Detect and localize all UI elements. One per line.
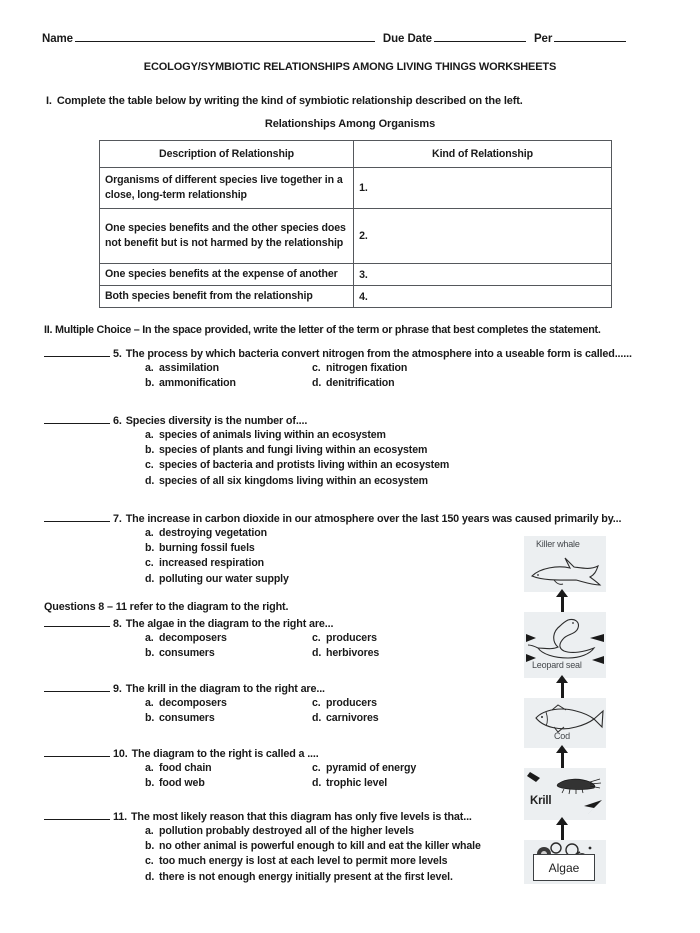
option-d[interactable] xyxy=(312,646,379,661)
question-6-number: 6. xyxy=(113,415,122,427)
option-text: no other animal is powerful enough to kill and eat the killer whale xyxy=(159,840,481,853)
option-letter: a. xyxy=(145,762,154,774)
question-11-line xyxy=(44,809,481,823)
question-6-text: Species diversity is the number of.... xyxy=(125,415,308,427)
option-letter: d. xyxy=(312,777,322,790)
cod-label: Cod xyxy=(554,731,570,741)
option-letter: d. xyxy=(312,712,322,725)
option-c[interactable] xyxy=(312,361,407,376)
option-letter: c. xyxy=(312,697,321,709)
option-d[interactable] xyxy=(312,376,395,391)
option-text: producers xyxy=(326,632,377,644)
question-6-options xyxy=(145,428,449,489)
diagram-level-cod xyxy=(524,698,606,748)
question-9-number: 9. xyxy=(113,683,122,695)
option-letter: d. xyxy=(312,647,322,660)
option-c[interactable] xyxy=(312,631,377,646)
option-letter: a. xyxy=(145,527,154,539)
option-letter: d. xyxy=(145,870,155,883)
option-text: increased respiration xyxy=(159,557,265,570)
option-text: assimilation xyxy=(159,362,220,374)
option-letter: c. xyxy=(145,855,154,868)
table-caption: Relationships Among Organisms xyxy=(264,118,436,130)
option-letter: c. xyxy=(145,459,154,472)
arrow-algae-to-krill-head xyxy=(556,817,568,825)
option-text: polluting our water supply xyxy=(159,572,289,585)
question-8-line xyxy=(44,616,379,630)
period-label: Per xyxy=(533,33,553,45)
diagram-level-leopard-seal xyxy=(524,612,606,678)
option-row xyxy=(145,376,632,391)
diagram-level-krill xyxy=(524,768,606,820)
option-c[interactable] xyxy=(312,696,377,711)
option-row xyxy=(145,696,379,711)
section-one-instruction xyxy=(46,95,523,107)
section-two-instruction-text: Multiple Choice – In the space provided, write the letter of the term or phrase that best completes the statement. xyxy=(55,324,601,336)
due-date-blank[interactable] xyxy=(434,30,526,42)
option-letter: c. xyxy=(312,632,321,644)
page-title: ECOLOGY/SYMBIOTIC RELATIONSHIPS AMONG LIVING THINGS WORKSHEETS xyxy=(143,61,557,73)
option-text: species of all six kingdoms living within an ecosystem xyxy=(159,474,428,487)
due-date-label: Due Date xyxy=(382,33,432,45)
option-row xyxy=(145,646,379,661)
option-a[interactable] xyxy=(145,361,312,376)
section-one-numeral: I. xyxy=(46,95,52,107)
option-text: burning fossil fuels xyxy=(159,542,255,555)
option-row xyxy=(145,631,379,646)
option-a[interactable] xyxy=(145,696,312,711)
option-letter: b. xyxy=(145,840,155,853)
question-6-line xyxy=(44,413,449,427)
option-text: producers xyxy=(326,697,377,709)
option-b[interactable] xyxy=(145,839,481,854)
option-a[interactable] xyxy=(145,761,312,776)
option-text: species of plants and fungi living within an ecosystem xyxy=(159,444,428,457)
question-6-answer-blank[interactable] xyxy=(44,413,110,424)
question-5-line xyxy=(44,346,632,360)
relationship-description: Organisms of different species live together in a close, long-term relationship xyxy=(100,168,354,209)
option-letter: a. xyxy=(145,362,154,374)
question-10-text: The diagram to the right is called a .... xyxy=(131,748,319,760)
question-11 xyxy=(44,809,481,885)
section-two-numeral: II. xyxy=(44,324,53,336)
option-text: nitrogen fixation xyxy=(326,362,408,374)
option-text: pollution probably destroyed all of the higher levels xyxy=(159,825,414,837)
option-text: there is not enough energy initially present at the first level. xyxy=(159,870,453,883)
option-letter: c. xyxy=(145,557,154,570)
option-row xyxy=(145,711,379,726)
option-c[interactable] xyxy=(312,761,416,776)
option-d[interactable] xyxy=(145,474,449,489)
option-text: decomposers xyxy=(159,697,227,709)
option-letter: a. xyxy=(145,825,154,837)
option-d[interactable] xyxy=(312,711,379,726)
question-7-number: 7. xyxy=(113,513,122,525)
section-one-instruction-text: Complete the table below by writing the kind of symbiotic relationship described on the left. xyxy=(56,95,523,107)
killer-whale-icon xyxy=(524,555,606,589)
option-d[interactable] xyxy=(145,870,481,885)
option-letter: a. xyxy=(145,632,154,644)
krill-icon xyxy=(524,768,606,820)
question-10 xyxy=(44,746,416,791)
relationship-description: One species benefits at the expense of another xyxy=(100,264,354,286)
option-text: ammonification xyxy=(159,377,236,390)
cod-icon xyxy=(524,701,606,735)
option-letter: b. xyxy=(145,444,155,457)
option-text: herbivores xyxy=(326,647,380,660)
question-8-number: 8. xyxy=(113,618,122,630)
question-9-line xyxy=(44,681,379,695)
option-a[interactable] xyxy=(145,631,312,646)
question-5-options xyxy=(145,361,632,391)
table-header-row xyxy=(100,141,612,168)
question-10-line xyxy=(44,746,416,760)
option-b[interactable] xyxy=(145,711,312,726)
option-text: destroying vegetation xyxy=(159,527,267,539)
krill-label: Krill xyxy=(530,795,552,807)
option-letter: a. xyxy=(145,697,154,709)
question-8 xyxy=(44,616,379,661)
arrow-cod-to-seal-head xyxy=(556,675,568,683)
option-text: species of animals living within an ecosystem xyxy=(159,429,386,441)
question-9 xyxy=(44,681,379,726)
option-c[interactable] xyxy=(145,458,449,473)
question-8-answer-blank[interactable] xyxy=(44,616,110,627)
option-text: consumers xyxy=(159,647,215,660)
question-11-number: 11. xyxy=(113,811,127,823)
question-9-options xyxy=(145,696,379,726)
option-a[interactable] xyxy=(145,428,449,443)
option-letter: b. xyxy=(145,377,155,390)
period-blank[interactable] xyxy=(554,30,626,42)
table-row xyxy=(100,168,612,209)
option-text: consumers xyxy=(159,712,215,725)
option-c[interactable] xyxy=(145,854,481,869)
question-5-number: 5. xyxy=(113,348,122,360)
question-7-line xyxy=(44,511,621,525)
table-row xyxy=(100,264,612,286)
relationship-description: Both species benefit from the relationship xyxy=(100,286,354,308)
option-b[interactable] xyxy=(145,443,449,458)
relationship-answer-blank[interactable]: 4. xyxy=(354,286,612,308)
option-letter: d. xyxy=(145,572,155,585)
option-row xyxy=(145,776,416,791)
option-letter: a. xyxy=(145,429,154,441)
student-info-header xyxy=(42,30,658,45)
table-row xyxy=(100,286,612,308)
column-header-kind: Kind of Relationship xyxy=(354,141,612,168)
question-9-answer-blank[interactable] xyxy=(44,681,110,692)
option-b[interactable] xyxy=(145,376,312,391)
relationships-table xyxy=(99,140,612,308)
question-5-answer-blank[interactable] xyxy=(44,346,110,357)
algae-label: Algae xyxy=(548,860,580,875)
option-letter: d. xyxy=(145,474,155,487)
question-10-options xyxy=(145,761,416,791)
option-letter: c. xyxy=(312,762,321,774)
relationship-answer-blank[interactable]: 3. xyxy=(354,264,612,286)
option-b[interactable] xyxy=(145,646,312,661)
table-row xyxy=(100,209,612,264)
question-8-text: The algae in the diagram to the right are... xyxy=(125,618,334,630)
column-header-description: Description of Relationship xyxy=(100,141,354,168)
food-chain-diagram xyxy=(519,536,611,884)
arrow-krill-to-cod-head xyxy=(556,745,568,753)
question-10-number: 10. xyxy=(113,748,128,760)
option-a[interactable] xyxy=(145,824,481,839)
option-text: pyramid of energy xyxy=(326,762,417,774)
option-row xyxy=(145,761,416,776)
option-text: trophic level xyxy=(326,777,388,790)
option-letter: b. xyxy=(145,647,155,660)
diagram-level-killer-whale xyxy=(524,536,606,592)
question-11-options xyxy=(145,824,481,885)
diagram-reference-line: Questions 8 – 11 refer to the diagram to the right. xyxy=(44,601,289,613)
name-blank[interactable] xyxy=(75,30,375,42)
option-text: food chain xyxy=(159,762,212,774)
question-11-answer-blank[interactable] xyxy=(44,809,110,820)
question-9-text: The krill in the diagram to the right are... xyxy=(125,683,325,695)
question-7-text: The increase in carbon dioxide in our atmosphere over the last 150 years was caused primarily by... xyxy=(125,513,622,525)
name-label: Name xyxy=(42,33,73,45)
option-text: species of bacteria and protists living within an ecosystem xyxy=(159,459,450,472)
option-letter: b. xyxy=(145,542,155,555)
relationship-answer-blank[interactable]: 1. xyxy=(354,168,612,209)
section-two-instruction xyxy=(44,324,601,336)
option-row xyxy=(145,361,632,376)
option-text: decomposers xyxy=(159,632,227,644)
question-8-options xyxy=(145,631,379,661)
option-letter: d. xyxy=(312,377,322,390)
question-11-text: The most likely reason that this diagram has only five levels is that... xyxy=(130,811,472,823)
option-text: too much energy is lost at each level to permit more levels xyxy=(159,855,448,868)
question-6 xyxy=(44,413,449,489)
question-5-text: The process by which bacteria convert nitrogen from the atmosphere into a useable form is called...... xyxy=(125,348,632,360)
option-text: denitrification xyxy=(326,377,395,390)
question-7-answer-blank[interactable] xyxy=(44,511,110,522)
option-letter: c. xyxy=(312,362,321,374)
leopard-seal-label: Leopard seal xyxy=(532,660,582,670)
option-text: food web xyxy=(159,777,205,790)
question-10-answer-blank[interactable] xyxy=(44,746,110,757)
algae-label-box xyxy=(533,854,595,881)
relationship-description: One species benefits and the other species does not benefit but is not harmed by the relationship xyxy=(100,209,354,264)
arrow-seal-to-whale-head xyxy=(556,589,568,597)
question-5 xyxy=(44,346,632,391)
option-letter: b. xyxy=(145,777,155,790)
relationship-answer-blank[interactable]: 2. xyxy=(354,209,612,264)
killer-whale-label: Killer whale xyxy=(536,539,580,549)
option-b[interactable] xyxy=(145,776,312,791)
option-letter: b. xyxy=(145,712,155,725)
option-text: carnivores xyxy=(326,712,379,725)
option-d[interactable] xyxy=(312,776,387,791)
